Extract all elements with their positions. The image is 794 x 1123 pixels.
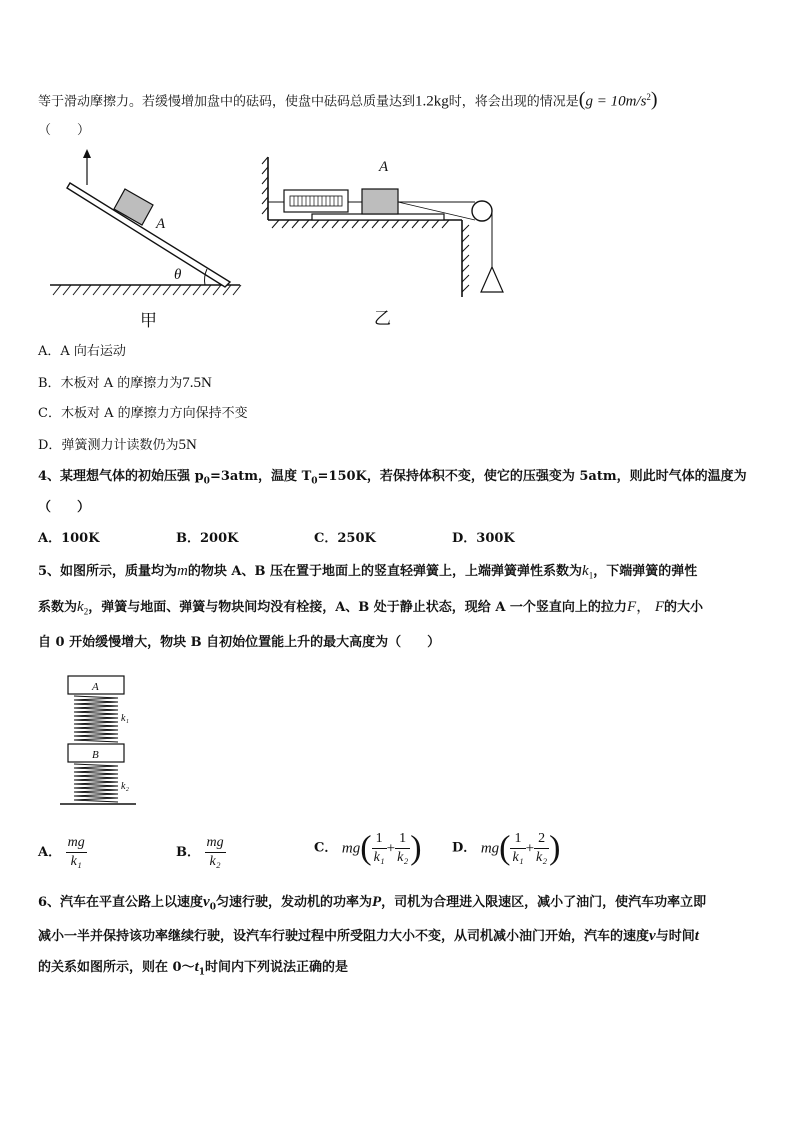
q6-line1-c: ，司机为合理进入限速区，减小了油门，使汽车功率立即 [381, 895, 707, 910]
q3-option-b-letter: B． [38, 376, 61, 391]
q5-option-d-t2n: 2 [534, 830, 549, 849]
q5-option-c-t2d: k₂ [397, 850, 409, 865]
q6-line-1 [38, 893, 706, 917]
q4-option-d[interactable] [452, 530, 515, 548]
q5-option-a-den: k₁ [70, 854, 82, 869]
q4-stem-part3: =150K，若保持体积不变，使它的压强变为 5atm，则此时气体的温度为 [317, 469, 747, 484]
q5-line2-a: 系数为 [38, 600, 78, 615]
figure-springs [60, 672, 150, 812]
q5-option-c-lparen: ( [360, 829, 372, 867]
jia-caption: 甲 [140, 311, 157, 331]
q5-option-c-letter: C． [314, 840, 338, 856]
q3-option-b[interactable] [38, 374, 212, 393]
q5-option-d-t1d: k₁ [512, 850, 524, 865]
q5-line1-a: 5、如图所示，质量均为 [38, 564, 178, 579]
q6-line3-b: 时间内下列说法正确的是 [205, 960, 349, 975]
q6-t1-sub: 1 [198, 967, 206, 978]
q5-option-d-prefix: mg [480, 840, 500, 857]
q6-line1-a: 6、汽车在平直公路上以速度 [38, 895, 204, 910]
q4-option-a-text: 100K [61, 531, 100, 546]
q5-k2: k [77, 599, 84, 615]
q5-line-3: 自 0 开始缓慢增大，物块 B 自初始位置能上升的最大高度为（ ） [38, 635, 441, 650]
intro-suffix: 时，将会出现的情况是 [448, 94, 579, 110]
q6-line3-a: 的关系如图所示，则在 0～ [38, 960, 195, 975]
q3-option-a-text: A 向右运动 [60, 344, 126, 359]
figure-yi [262, 152, 522, 302]
q3-option-a[interactable] [38, 343, 126, 361]
q3-option-c-text: 木板对 A 的摩擦力方向保持不变 [60, 406, 248, 421]
q4-blank: （ ） [38, 500, 91, 515]
q5-option-d[interactable] [452, 830, 560, 867]
q5-option-c-rparen: ) [410, 829, 422, 867]
q3-option-d-text: 弹簧测力计读数仍为 [61, 438, 179, 453]
q5-option-a-letter: A． [38, 845, 62, 860]
q4-option-d-text: 300K [476, 531, 515, 546]
q4-option-b-letter: B． [176, 531, 200, 546]
q5-option-c[interactable] [314, 830, 422, 867]
q5-option-c-t2n: 1 [395, 830, 410, 849]
q4-option-b-text: 200K [200, 531, 239, 546]
q5-option-d-frac2 [534, 830, 549, 867]
q5-option-a-fraction [66, 834, 87, 871]
q4-option-d-letter: D． [452, 531, 477, 546]
q6-line-3 [38, 958, 348, 982]
q4-option-c-letter: C． [314, 531, 338, 546]
q4-sub1: 0 [311, 476, 318, 487]
g-value: g = 10m/s [585, 93, 647, 110]
q5-line1-c: ，下端弹簧的弹性 [593, 564, 698, 579]
q3-option-d-value: 5N [178, 437, 197, 453]
q6-p: P [372, 894, 382, 910]
figure-jia [45, 145, 245, 335]
q5-option-b-letter: B． [176, 845, 200, 860]
q5-m: m [177, 563, 188, 579]
q5-option-d-rparen: ) [549, 829, 561, 867]
q5-option-c-prefix: mg [341, 840, 361, 857]
q5-line1-b: 的物块 A、B 压在置于地面上的竖直轻弹簧上，上端弹簧弹性系数为 [187, 564, 583, 579]
q5-k2-sub: 2 [83, 606, 89, 617]
q6-line2-b: 与时间 [655, 929, 695, 944]
q6-line1-b: 匀速行驶，发动机的功率为 [215, 895, 372, 910]
q6-line-2 [38, 927, 699, 946]
q6-v0: v [203, 894, 210, 910]
g-value-paren: ( [578, 88, 586, 111]
q6-v: v [649, 928, 656, 944]
q5-option-b[interactable] [176, 834, 226, 871]
q4-sub0: 0 [203, 476, 210, 487]
q5-option-c-t1n: 1 [372, 830, 387, 849]
q4-option-b[interactable] [176, 530, 238, 548]
yi-caption: 乙 [374, 309, 391, 329]
q5-line2-c: 的大小 [664, 600, 704, 615]
q3-option-b-value: 7.5N [182, 375, 212, 391]
q5-option-b-den: k₂ [209, 854, 221, 869]
q4-stem-part1: 4、某理想气体的初始压强 p [38, 469, 204, 484]
q5-option-d-plus: + [525, 840, 535, 857]
q5-option-d-t2d: k₂ [536, 850, 548, 865]
q5-option-a-num: mg [66, 834, 87, 853]
q5-option-d-t1n: 1 [510, 830, 525, 849]
q3-option-c-letter: C． [38, 406, 61, 421]
q6-line2-a: 减小一半并保持该功率继续行驶，设汽车行驶过程中所受阻力大小不变，从司机减小油门开始，汽车的速度 [38, 929, 650, 944]
q5-k1: k [582, 563, 589, 579]
q6-t: t [694, 928, 699, 944]
intro-line [38, 88, 658, 111]
spring-block-a: A [92, 681, 99, 693]
g-value-paren-close: ) [650, 88, 658, 111]
q4-option-c-text: 250K [337, 531, 376, 546]
q3-blank: （ ） [38, 123, 91, 138]
spring-block-b: B [92, 749, 99, 761]
q5-option-b-num: mg [205, 834, 226, 853]
q5-option-c-t1d: k₁ [373, 850, 385, 865]
q5-option-a[interactable] [38, 834, 87, 871]
q5-f-2: F [654, 599, 665, 615]
spring-k2-label: k₂ [121, 781, 129, 792]
intro-mass: 1.2kg [415, 93, 449, 110]
q4-option-a[interactable] [38, 530, 100, 548]
q3-option-c[interactable] [38, 405, 248, 423]
q6-v0-sub: 0 [209, 902, 216, 913]
q5-f: F [626, 599, 637, 615]
jia-angle-label: θ [174, 267, 182, 283]
jia-block-label: A [156, 216, 166, 232]
q4-stem [38, 468, 747, 491]
q5-option-b-fraction [205, 834, 226, 871]
q5-line-2 [38, 598, 703, 621]
q3-option-d[interactable] [38, 436, 197, 455]
q5-option-c-frac2 [395, 830, 410, 867]
intro-prefix: 等于滑动摩擦力。若缓慢增加盘中的砝码，使盘中砝码总质量达到 [38, 94, 416, 110]
q3-option-a-letter: A． [38, 344, 61, 359]
q5-option-d-letter: D． [452, 840, 477, 856]
q4-option-c[interactable] [314, 530, 376, 548]
q5-option-d-frac1 [510, 830, 525, 867]
q6-t1: t [194, 959, 199, 975]
q3-option-b-text: 木板对 A 的摩擦力为 [60, 376, 183, 391]
yi-block-label: A [379, 159, 389, 175]
q5-line2-b: ，弹簧与地面、弹簧与物块间均没有栓接，A、B 处于静止状态，现给 A 一个竖直向上的拉力 [88, 600, 627, 615]
q5-option-d-lparen: ( [499, 829, 511, 867]
q5-k1-sub: 1 [588, 570, 594, 581]
q5-line-1 [38, 562, 697, 585]
q3-option-d-letter: D． [38, 438, 62, 453]
g-exponent: 2 [646, 92, 651, 102]
q4-stem-part2: =3atm，温度 T [209, 469, 312, 484]
q5-comma: ， [636, 599, 655, 615]
spring-k1-label: k₁ [121, 713, 129, 724]
q4-option-a-letter: A． [38, 531, 62, 546]
q5-option-c-plus: + [386, 840, 396, 857]
q5-option-c-frac1 [372, 830, 387, 867]
